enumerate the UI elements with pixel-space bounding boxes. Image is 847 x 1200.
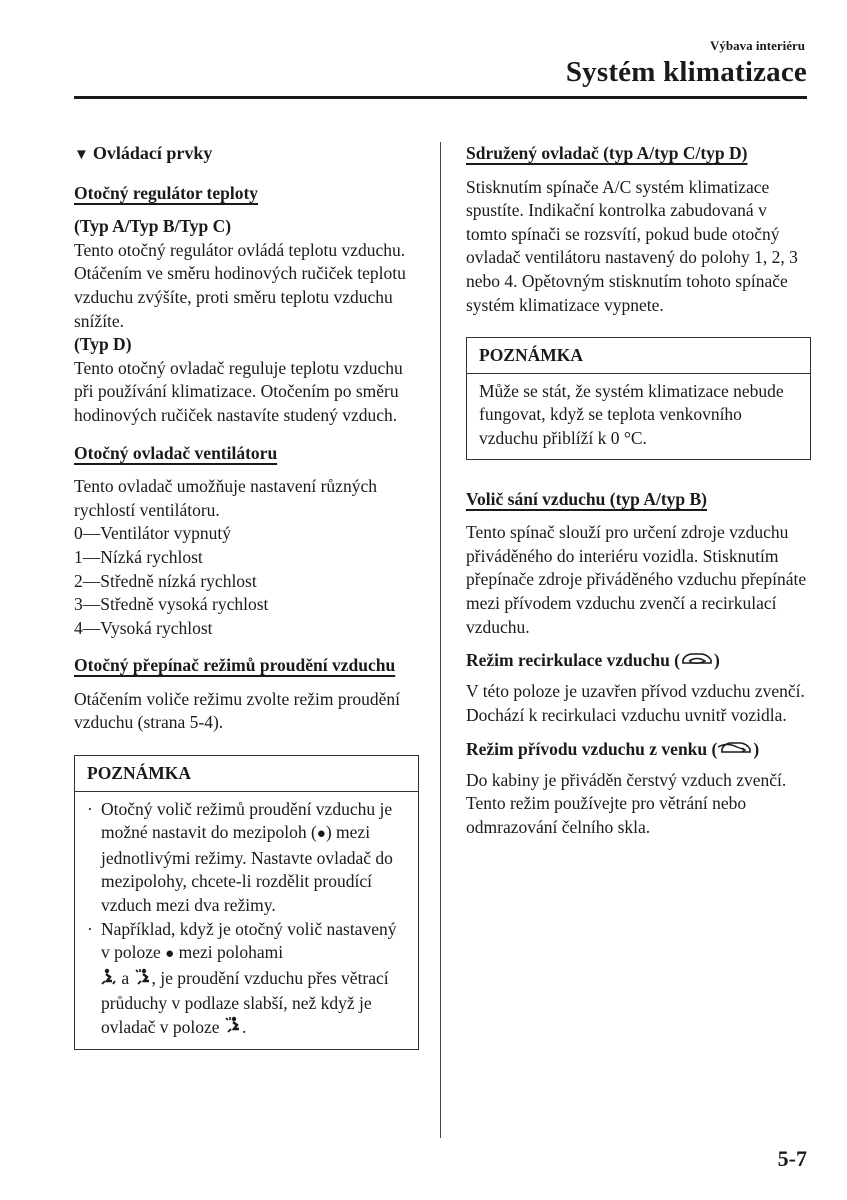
triangle-down-icon: ▼: [74, 147, 89, 163]
fan-speed-item: 3—Středně vysoká rychlost: [74, 594, 269, 615]
temp-type-abc-text: Tento otočný regulátor ovládá teplotu vzduchu. Otáčením ve směru hodinových ručiček teplotu vzduchu zvýšíte, proti směru teplotu vzduchu snížíte.: [74, 239, 406, 331]
fresh-air-heading: [466, 738, 811, 763]
floor-defrost-mode-icon: [134, 968, 152, 993]
fan-speed-item: 4—Vysoká rychlost: [74, 617, 213, 638]
temp-control-heading: Otočný regulátor teploty: [74, 182, 259, 203]
note-title: POZNÁMKA: [75, 756, 418, 792]
recirculation-heading-text: ): [714, 650, 720, 671]
page-title: Systém klimatizace: [565, 56, 807, 88]
air-intake-heading: Volič sání vzduchu (typ A/typ B): [466, 488, 708, 509]
note-bullet-text-part: a: [121, 967, 130, 988]
right-column: [466, 142, 811, 840]
note-title: POZNÁMKA: [467, 338, 810, 374]
column-divider: [440, 142, 441, 1138]
temp-type-abc-label: (Typ A/Typ B/Typ C): [74, 216, 232, 237]
recirculation-text: V této poloze je uzavřen přívod vzduchu zvenčí. Dochází k recirkulaci vzduchu uvnitř vozidla.: [466, 681, 805, 725]
mode-selector-text: Otáčením voliče režimu zvolte režim proudění vzduchu (strana 5-4).: [74, 688, 401, 733]
note-box: [466, 337, 811, 459]
ac-switch-heading: Sdružený ovladač (typ A/typ C/typ D): [466, 143, 748, 163]
note-box: [74, 755, 419, 1050]
header-section-name: Výbava interiéru: [710, 38, 805, 53]
section-heading: [74, 142, 419, 168]
page-number: 5-7: [777, 1146, 807, 1171]
note-body: [75, 792, 418, 1049]
temp-type-d-label: (Typ D): [74, 334, 132, 355]
temp-type-d-text: Tento otočný ovladač reguluje teplotu vzduchu při používání klimatizace. Otočením po směru hodinových ručiček nastavíte studený vzduch.: [74, 357, 403, 425]
note-bullet-text: [101, 918, 406, 1041]
recirculation-heading-text: Režim recirkulace vzduchu (: [466, 650, 681, 671]
note-bullet-text-part: Otočný volič režimů proudění vzduchu je možné nastavit do mezipoloh (: [101, 798, 393, 843]
note-bullet-text-part: Například, když je otočný volič nastavený v poloze: [101, 918, 397, 963]
bullet-dot-icon: ·: [87, 918, 93, 939]
section-heading-text: Ovládací prvky: [92, 143, 213, 163]
mode-selector-heading: Otočný přepínač režimů proudění vzduchu: [74, 655, 396, 676]
fan-speed-item: 1—Nízká rychlost: [74, 546, 203, 567]
filled-circle-icon: ●: [165, 946, 175, 963]
filled-circle-icon: ●: [316, 826, 326, 843]
floor-mode-icon: [101, 968, 117, 993]
note-bullet-text-part: .: [241, 1016, 247, 1037]
fresh-air-text: Do kabiny je přiváděn čerstvý vzduch zvenčí. Tento režim používejte pro větrání nebo odmrazování čelního skla.: [466, 769, 787, 838]
note-bullet-text: [101, 798, 406, 918]
bullet-dot-icon: ·: [87, 798, 93, 819]
header-rule: [74, 96, 807, 99]
air-intake-text: Tento spínač slouží pro určení zdroje vzduchu přiváděného do interiéru vozidla. Stisknutím přepínače zdroje přiváděného vzduchu přepínáte mezi přívodem vzduchu zvenčí a recirkulací vzduchu.: [466, 522, 807, 637]
left-column: [74, 142, 419, 1050]
note-bullet: [87, 798, 406, 918]
note-bullet-text-part: ) mezi jednotlivými režimy. Nastavte ovladač do mezipolohy, chcete-li rozdělit proudící vzduch mezi dva režimy.: [101, 822, 393, 916]
fan-speed-item: 2—Středně nízká rychlost: [74, 570, 257, 591]
floor-defrost-mode-icon: [224, 1016, 242, 1041]
ac-switch-text: Stisknutím spínače A/C systém klimatizace spustíte. Indikační kontrolka zabudovaná v tomto spínači se rozsvítí, pokud bude otočný ovladač ventilátoru nastavený do polohy 1, 2, 3 nebo 4. Opětovným stisknutím tohoto spínače systém klimatizace vypnete.: [466, 176, 798, 315]
recirculation-heading: [466, 649, 811, 674]
fan-control-text: Tento ovladač umožňuje nastavení různých rychlostí ventilátoru.: [74, 476, 377, 520]
note-bullet: [87, 918, 406, 1041]
fresh-air-heading-text: Režim přívodu vzduchu z venku (: [466, 738, 718, 759]
note-bullet-text-part: mezi polohami: [178, 942, 284, 963]
note-body-text: Může se stát, že systém klimatizace nebude fungovat, když se teplota venkovního vzduchu přiblíží k 0 °C.: [479, 380, 784, 448]
fresh-air-icon: [717, 738, 753, 763]
recirculation-icon: [680, 650, 714, 675]
note-bullet-text-part: , je proudění vzduchu přes větrací průduchy v podlaze slabší, než když je ovladač v poloze: [101, 967, 389, 1037]
fan-control-heading: Otočný ovladač ventilátoru: [74, 442, 278, 463]
fresh-air-heading-text: ): [753, 738, 760, 759]
fan-speed-item: 0—Ventilátor vypnutý: [74, 523, 231, 544]
